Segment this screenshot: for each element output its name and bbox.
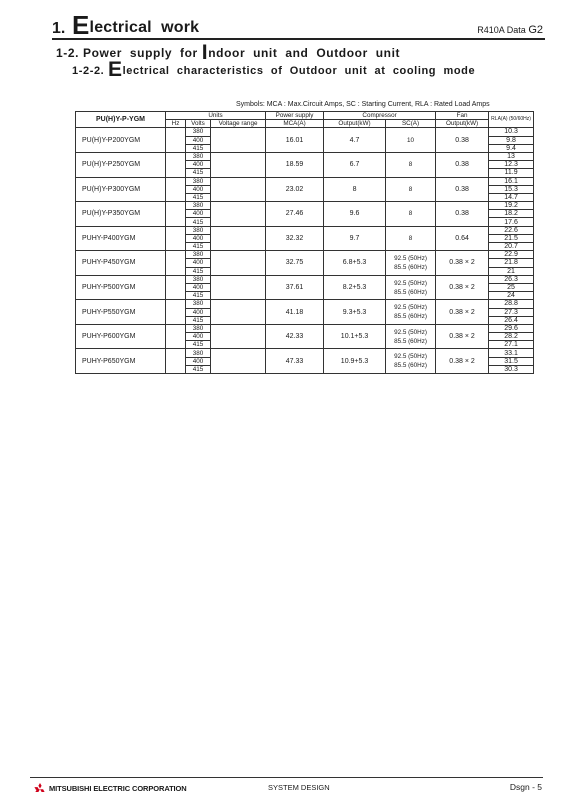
compressor-output-cell: 4.7 bbox=[324, 128, 386, 153]
model-cell: PUHY-P650YGM bbox=[76, 349, 166, 374]
rla-cell: 26.4 bbox=[489, 316, 534, 324]
model-cell: PU(H)Y-P250YGM bbox=[76, 152, 166, 177]
hz-cell bbox=[166, 300, 186, 325]
sc-value: 85.5 (60Hz) bbox=[394, 313, 427, 321]
volts-cell: 415 bbox=[186, 267, 211, 275]
sc-cell bbox=[386, 226, 436, 251]
fan-output-header: Output(kW) bbox=[436, 120, 489, 128]
hz-cell bbox=[166, 251, 186, 276]
table-row bbox=[76, 251, 534, 259]
rla-cell: 14.7 bbox=[489, 193, 534, 201]
volts-cell: 380 bbox=[186, 177, 211, 185]
voltage-range-cell bbox=[211, 251, 266, 276]
voltage-range-cell bbox=[211, 275, 266, 300]
section-number: 1-2. bbox=[56, 46, 80, 60]
voltage-range-cell bbox=[211, 177, 266, 202]
model-cell: PUHY-P450YGM bbox=[76, 251, 166, 276]
fan-group-header: Fan bbox=[436, 112, 489, 120]
compressor-output-cell: 9.7 bbox=[324, 226, 386, 251]
volts-cell: 415 bbox=[186, 144, 211, 152]
sc-value: 8 bbox=[408, 234, 413, 242]
fan-output-cell: 0.38 bbox=[436, 177, 489, 202]
sc-cell bbox=[386, 349, 436, 374]
volts-cell: 380 bbox=[186, 128, 211, 136]
rla-cell: 25 bbox=[489, 283, 534, 291]
voltage-range-header: Voltage range bbox=[211, 120, 266, 128]
table-row bbox=[76, 128, 534, 136]
subsection-heading bbox=[72, 58, 476, 81]
rla-cell: 28.2 bbox=[489, 333, 534, 341]
table-body bbox=[76, 128, 534, 374]
sc-value: 92.5 (50Hz) bbox=[394, 328, 427, 336]
sc-value: 92.5 (50Hz) bbox=[394, 279, 427, 287]
page-label bbox=[510, 782, 542, 792]
volts-cell: 415 bbox=[186, 243, 211, 251]
table-row bbox=[76, 349, 534, 357]
fan-output-cell: 0.38 × 2 bbox=[436, 349, 489, 374]
sc-value: 8 bbox=[408, 185, 413, 193]
rla-cell: 10.3 bbox=[489, 128, 534, 136]
rla-cell: 27.1 bbox=[489, 341, 534, 349]
rla-cell: 26.3 bbox=[489, 275, 534, 283]
rla-cell: 21 bbox=[489, 267, 534, 275]
company-logo bbox=[34, 783, 187, 794]
fan-output-cell: 0.38 bbox=[436, 152, 489, 177]
volts-header: Volts bbox=[186, 120, 211, 128]
electrical-characteristics-table bbox=[75, 111, 534, 374]
table-row bbox=[76, 275, 534, 283]
section-title-initial: I bbox=[201, 41, 209, 64]
fan-output-cell: 0.38 × 2 bbox=[436, 275, 489, 300]
sc-value: 85.5 (60Hz) bbox=[394, 362, 427, 370]
volts-cell: 415 bbox=[186, 292, 211, 300]
volts-cell: 415 bbox=[186, 218, 211, 226]
volts-cell: 415 bbox=[186, 169, 211, 177]
voltage-range-cell bbox=[211, 349, 266, 374]
fan-output-cell: 0.38 × 2 bbox=[436, 324, 489, 349]
volts-cell: 400 bbox=[186, 283, 211, 291]
subsection-title-initial: E bbox=[108, 58, 123, 81]
rla-cell: 17.6 bbox=[489, 218, 534, 226]
model-cell: PUHY-P500YGM bbox=[76, 275, 166, 300]
compressor-output-cell: 9.6 bbox=[324, 202, 386, 227]
model-header: PU(H)Y-P-YGM bbox=[76, 112, 166, 128]
fan-output-cell: 0.38 bbox=[436, 128, 489, 153]
mca-cell: 27.46 bbox=[266, 202, 324, 227]
chapter-title-initial: E bbox=[72, 10, 90, 40]
mca-cell: 37.61 bbox=[266, 275, 324, 300]
rla-cell: 9.4 bbox=[489, 144, 534, 152]
sc-cell bbox=[386, 177, 436, 202]
document-reference-suffix: G2 bbox=[528, 24, 543, 36]
sc-value: 85.5 (60Hz) bbox=[394, 288, 427, 296]
sc-cell bbox=[386, 128, 436, 153]
rla-cell: 13 bbox=[489, 152, 534, 160]
volts-cell: 400 bbox=[186, 357, 211, 365]
mca-cell: 18.59 bbox=[266, 152, 324, 177]
rla-cell: 30.3 bbox=[489, 365, 534, 373]
units-group-header: Units bbox=[166, 112, 266, 120]
sc-value: 92.5 (50Hz) bbox=[394, 353, 427, 361]
mca-cell: 23.02 bbox=[266, 177, 324, 202]
rla-cell: 18.2 bbox=[489, 210, 534, 218]
compressor-group-header: Compressor bbox=[324, 112, 436, 120]
chapter-title bbox=[72, 10, 200, 40]
rla-cell: 15.3 bbox=[489, 185, 534, 193]
volts-cell: 380 bbox=[186, 152, 211, 160]
volts-cell: 380 bbox=[186, 300, 211, 308]
chapter-number: 1. bbox=[52, 20, 66, 37]
voltage-range-cell bbox=[211, 324, 266, 349]
volts-cell: 400 bbox=[186, 185, 211, 193]
power-supply-group-header: Power supply bbox=[266, 112, 324, 120]
hz-cell bbox=[166, 275, 186, 300]
model-cell: PU(H)Y-P200YGM bbox=[76, 128, 166, 153]
volts-cell: 380 bbox=[186, 202, 211, 210]
voltage-range-cell bbox=[211, 152, 266, 177]
rla-cell: 12.3 bbox=[489, 161, 534, 169]
hz-cell bbox=[166, 128, 186, 153]
document-reference-prefix: R410A Data bbox=[477, 25, 526, 35]
fan-output-cell: 0.38 × 2 bbox=[436, 251, 489, 276]
volts-cell: 415 bbox=[186, 193, 211, 201]
rla-cell: 19.2 bbox=[489, 202, 534, 210]
rla-cell: 28.8 bbox=[489, 300, 534, 308]
section-title-part1: Power supply for bbox=[83, 46, 198, 60]
sc-cell bbox=[386, 300, 436, 325]
rla-cell: 24 bbox=[489, 292, 534, 300]
compressor-output-cell: 10.9+5.3 bbox=[324, 349, 386, 374]
volts-cell: 380 bbox=[186, 349, 211, 357]
volts-cell: 400 bbox=[186, 333, 211, 341]
sc-cell bbox=[386, 324, 436, 349]
sc-cell bbox=[386, 202, 436, 227]
rla-cell: 16.1 bbox=[489, 177, 534, 185]
symbols-note: Symbols: MCA : Max.Circuit Amps, SC : Starting Current, RLA : Rated Load Amps bbox=[236, 101, 490, 108]
hz-cell bbox=[166, 177, 186, 202]
mca-header: MCA(A) bbox=[266, 120, 324, 128]
volts-cell: 400 bbox=[186, 234, 211, 242]
sc-value: 92.5 (50Hz) bbox=[394, 304, 427, 312]
mca-cell: 41.18 bbox=[266, 300, 324, 325]
document-reference bbox=[477, 24, 543, 36]
sc-value: 85.5 (60Hz) bbox=[394, 337, 427, 345]
hz-cell bbox=[166, 349, 186, 374]
volts-cell: 400 bbox=[186, 308, 211, 316]
volts-cell: 380 bbox=[186, 324, 211, 332]
model-cell: PU(H)Y-P350YGM bbox=[76, 202, 166, 227]
rla-cell: 22.6 bbox=[489, 226, 534, 234]
page-prefix: Dsgn - bbox=[509, 782, 538, 792]
mca-cell: 42.33 bbox=[266, 324, 324, 349]
mca-cell: 32.32 bbox=[266, 226, 324, 251]
volts-cell: 380 bbox=[186, 226, 211, 234]
rla-cell: 20.7 bbox=[489, 243, 534, 251]
compressor-output-cell: 9.3+5.3 bbox=[324, 300, 386, 325]
hz-cell bbox=[166, 324, 186, 349]
compressor-output-cell: 8 bbox=[324, 177, 386, 202]
hz-cell bbox=[166, 152, 186, 177]
model-cell: PUHY-P400YGM bbox=[76, 226, 166, 251]
mca-cell: 32.75 bbox=[266, 251, 324, 276]
voltage-range-cell bbox=[211, 202, 266, 227]
header-rule bbox=[52, 38, 545, 40]
rla-cell: 27.3 bbox=[489, 308, 534, 316]
page-number: 5 bbox=[537, 782, 542, 792]
compressor-output-cell: 8.2+5.3 bbox=[324, 275, 386, 300]
compressor-output-header: Output(kW) bbox=[324, 120, 386, 128]
mca-cell: 16.01 bbox=[266, 128, 324, 153]
volts-cell: 415 bbox=[186, 341, 211, 349]
footer-rule bbox=[30, 777, 543, 778]
sc-cell bbox=[386, 275, 436, 300]
rla-cell: 21.5 bbox=[489, 234, 534, 242]
sc-value: 10 bbox=[407, 136, 415, 144]
compressor-output-cell: 6.7 bbox=[324, 152, 386, 177]
rla-cell: 33.1 bbox=[489, 349, 534, 357]
sc-value: 8 bbox=[408, 210, 413, 218]
sc-cell bbox=[386, 251, 436, 276]
volts-cell: 400 bbox=[186, 210, 211, 218]
company-name: MITSUBISHI ELECTRIC CORPORATION bbox=[49, 784, 187, 793]
chapter-title-rest: lectrical work bbox=[89, 19, 200, 36]
fan-output-cell: 0.38 × 2 bbox=[436, 300, 489, 325]
table-row bbox=[76, 177, 534, 185]
volts-cell: 415 bbox=[186, 316, 211, 324]
table-row bbox=[76, 324, 534, 332]
subsection-number: 1-2-2. bbox=[72, 65, 105, 77]
rla-cell: 29.6 bbox=[489, 324, 534, 332]
section-title-part2: ndoor unit and Outdoor unit bbox=[208, 46, 401, 60]
footer-section-label: SYSTEM DESIGN bbox=[268, 783, 330, 792]
rla-cell: 11.9 bbox=[489, 169, 534, 177]
rla-cell: 22.9 bbox=[489, 251, 534, 259]
rla-cell: 9.8 bbox=[489, 136, 534, 144]
hz-header: Hz bbox=[166, 120, 186, 128]
volts-cell: 380 bbox=[186, 275, 211, 283]
volts-cell: 380 bbox=[186, 251, 211, 259]
rla-cell: 21.8 bbox=[489, 259, 534, 267]
sc-value: 92.5 (50Hz) bbox=[394, 254, 427, 262]
sc-cell bbox=[386, 152, 436, 177]
compressor-output-cell: 10.1+5.3 bbox=[324, 324, 386, 349]
hz-cell bbox=[166, 202, 186, 227]
sc-value: 85.5 (60Hz) bbox=[394, 263, 427, 271]
volts-cell: 400 bbox=[186, 161, 211, 169]
three-diamonds-icon bbox=[34, 783, 46, 794]
fan-output-cell: 0.38 bbox=[436, 202, 489, 227]
table-row bbox=[76, 152, 534, 160]
fan-output-cell: 0.64 bbox=[436, 226, 489, 251]
rla-header: RLA(A) (50/60Hz) bbox=[489, 112, 534, 128]
subsection-title-rest: lectrical characteristics of Outdoor unit at cooling mode bbox=[122, 65, 476, 77]
sc-value: 8 bbox=[408, 161, 413, 169]
volts-cell: 415 bbox=[186, 365, 211, 373]
voltage-range-cell bbox=[211, 226, 266, 251]
model-cell: PUHY-P600YGM bbox=[76, 324, 166, 349]
voltage-range-cell bbox=[211, 300, 266, 325]
volts-cell: 400 bbox=[186, 259, 211, 267]
table-row bbox=[76, 226, 534, 234]
rla-cell: 31.5 bbox=[489, 357, 534, 365]
model-cell: PU(H)Y-P300YGM bbox=[76, 177, 166, 202]
voltage-range-cell bbox=[211, 128, 266, 153]
sc-header: SC(A) bbox=[386, 120, 436, 128]
compressor-output-cell: 6.8+5.3 bbox=[324, 251, 386, 276]
volts-cell: 400 bbox=[186, 136, 211, 144]
hz-cell bbox=[166, 226, 186, 251]
mca-cell: 47.33 bbox=[266, 349, 324, 374]
model-cell: PUHY-P550YGM bbox=[76, 300, 166, 325]
table-row bbox=[76, 202, 534, 210]
table-row bbox=[76, 300, 534, 308]
